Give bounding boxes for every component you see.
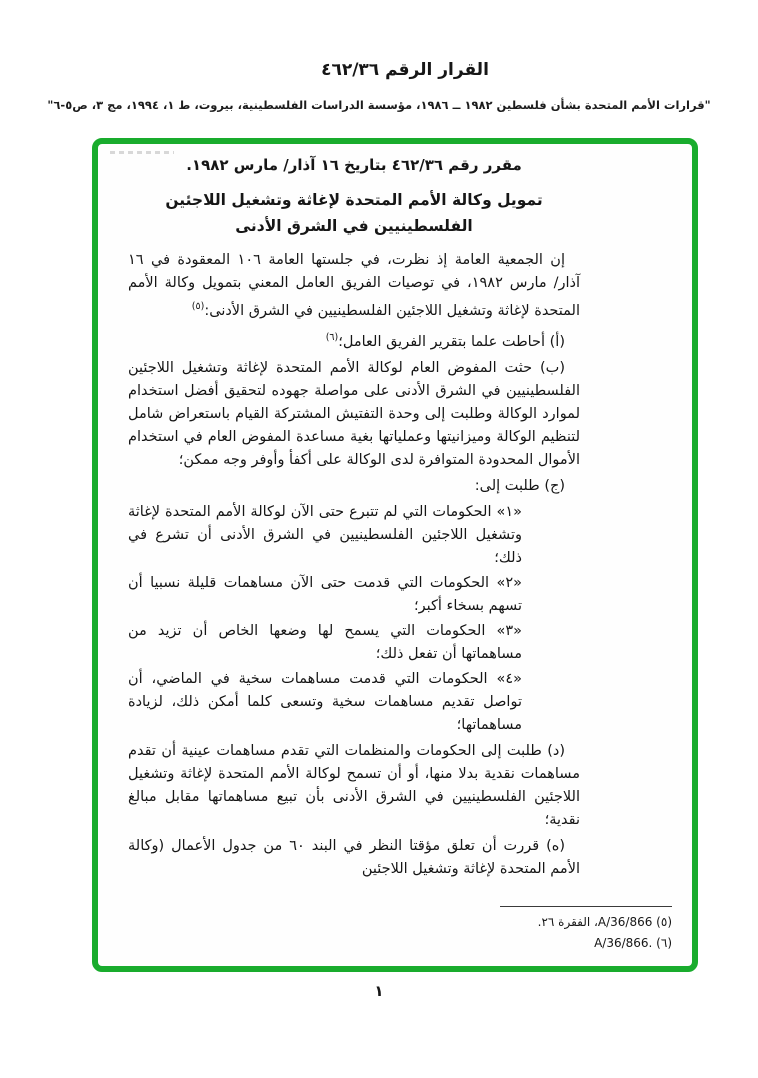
subitem: «٤» الحكومات التي قدمت مساهمات سخية في الماضي، أن تواصل تقديم مساهمات سخية وتسعى كلما أمكن ذلك، لزيادة مساهماتها؛ xyxy=(128,670,522,733)
footnote-block xyxy=(482,906,672,954)
paragraph-d: (د) طلبت إلى الحكومات والمنظمات التي تقدم مساهمات عينية أن تقدم مساهمات نقدية بدلا منها، أو أن تسمح لوكالة الأمم المتحدة لإغاثة وتشغيل اللاجئين الفلسطينيين في الشرق الأدنى بأن تبيع مساهماتها مقابل مبالغ نقدية؛ xyxy=(128,742,580,828)
page-number: ١ xyxy=(374,982,384,1000)
footnote-line: (٥) A/36/866، الفقرة ٢٦. xyxy=(537,915,672,929)
intro-text: إن الجمعية العامة إذ نظرت، في جلستها العامة ١٠٦ المعقودة في ١٦ آذار/ مارس ١٩٨٢، في توصيات الفريق العامل المعني بتمويل وكالة الأمم المتحدة لإغاثة وتشغيل اللاجئين الفلسطينيين في الشرق الأدنى: xyxy=(128,252,580,319)
page-title: القرار الرقم ٤٦٢/٣٦ xyxy=(321,60,489,80)
document-body xyxy=(98,144,692,966)
paragraph-c: (ج) طلبت إلى: xyxy=(474,477,565,494)
heading-line: الفلسطينيين في الشرق الأدنى xyxy=(235,217,473,235)
paragraph-e: (ه) قررت أن تعلق مؤقتا النظر في البند ٦٠ من جدول الأعمال (وكالة الأمم المتحدة لإغاثة وتشغيل اللاجئين xyxy=(128,837,580,877)
decree-line: مقرر رقم ٤٦٢/٣٦ بتاريخ ١٦ آذار/ مارس ١٩٨٢. xyxy=(186,156,522,174)
source-citation: "قرارات الأمم المتحدة بشأن فلسطين ١٩٨٢ ــ ١٩٨٦، مؤسسة الدراسات الفلسطينية، بيروت، ط ١، ١٩٩٤، مج ٣، ص٥-٦" xyxy=(47,98,711,112)
footnote-line: (٦) A/36/866.‎ xyxy=(594,936,672,950)
footnote-ref-6: (٦) xyxy=(325,331,339,343)
subitem: «٣» الحكومات التي يسمح لها وضعها الخاص أن تزيد من مساهماتها أن تفعل ذلك؛ xyxy=(128,622,522,662)
footnote-list xyxy=(482,912,672,954)
paragraph-a xyxy=(128,326,580,354)
footnote-ref-5: (٥) xyxy=(191,301,205,312)
document-heading xyxy=(128,187,580,239)
subitem: «٢» الحكومات التي قدمت حتى الآن مساهمات قليلة نسبيا أن تسهم بسخاء أكبر؛ xyxy=(128,574,522,614)
heading-line: تمويل وكالة الأمم المتحدة لإغاثة وتشغيل اللاجئين xyxy=(165,191,543,209)
paragraph-a-text: (أ) أحاطت علما بتقرير الفريق العامل؛ xyxy=(338,333,565,350)
footnote-separator xyxy=(500,906,672,907)
subitem: «١» الحكومات التي لم تتبرع حتى الآن لوكالة الأمم المتحدة لإغاثة وتشغيل اللاجئين الفلسطينيين في الشرق الأدنى أن تشرع في ذلك؛ xyxy=(128,503,522,566)
subitem-list xyxy=(128,501,580,737)
paragraph-b: (ب) حثت المفوض العام لوكالة الأمم المتحدة لإغاثة وتشغيل اللاجئين الفلسطينيين في الشرق الأدنى على مواصلة جهوده لتحقيق أفضل استخدام لموارد الوكالة وطلبت إلى وحدة التفتيش المشتركة القيام باستعراض شامل لتنظيم الوكالة وميزانيتها وعملياتها بغية مساعدة المفوض العام في استخدام الأموال المحدودة المتوافرة لدى الوكالة على أكفأ وأوفر وجه ممكن؛ xyxy=(128,359,580,468)
intro-paragraph xyxy=(128,249,580,323)
annotation-frame xyxy=(92,138,698,972)
